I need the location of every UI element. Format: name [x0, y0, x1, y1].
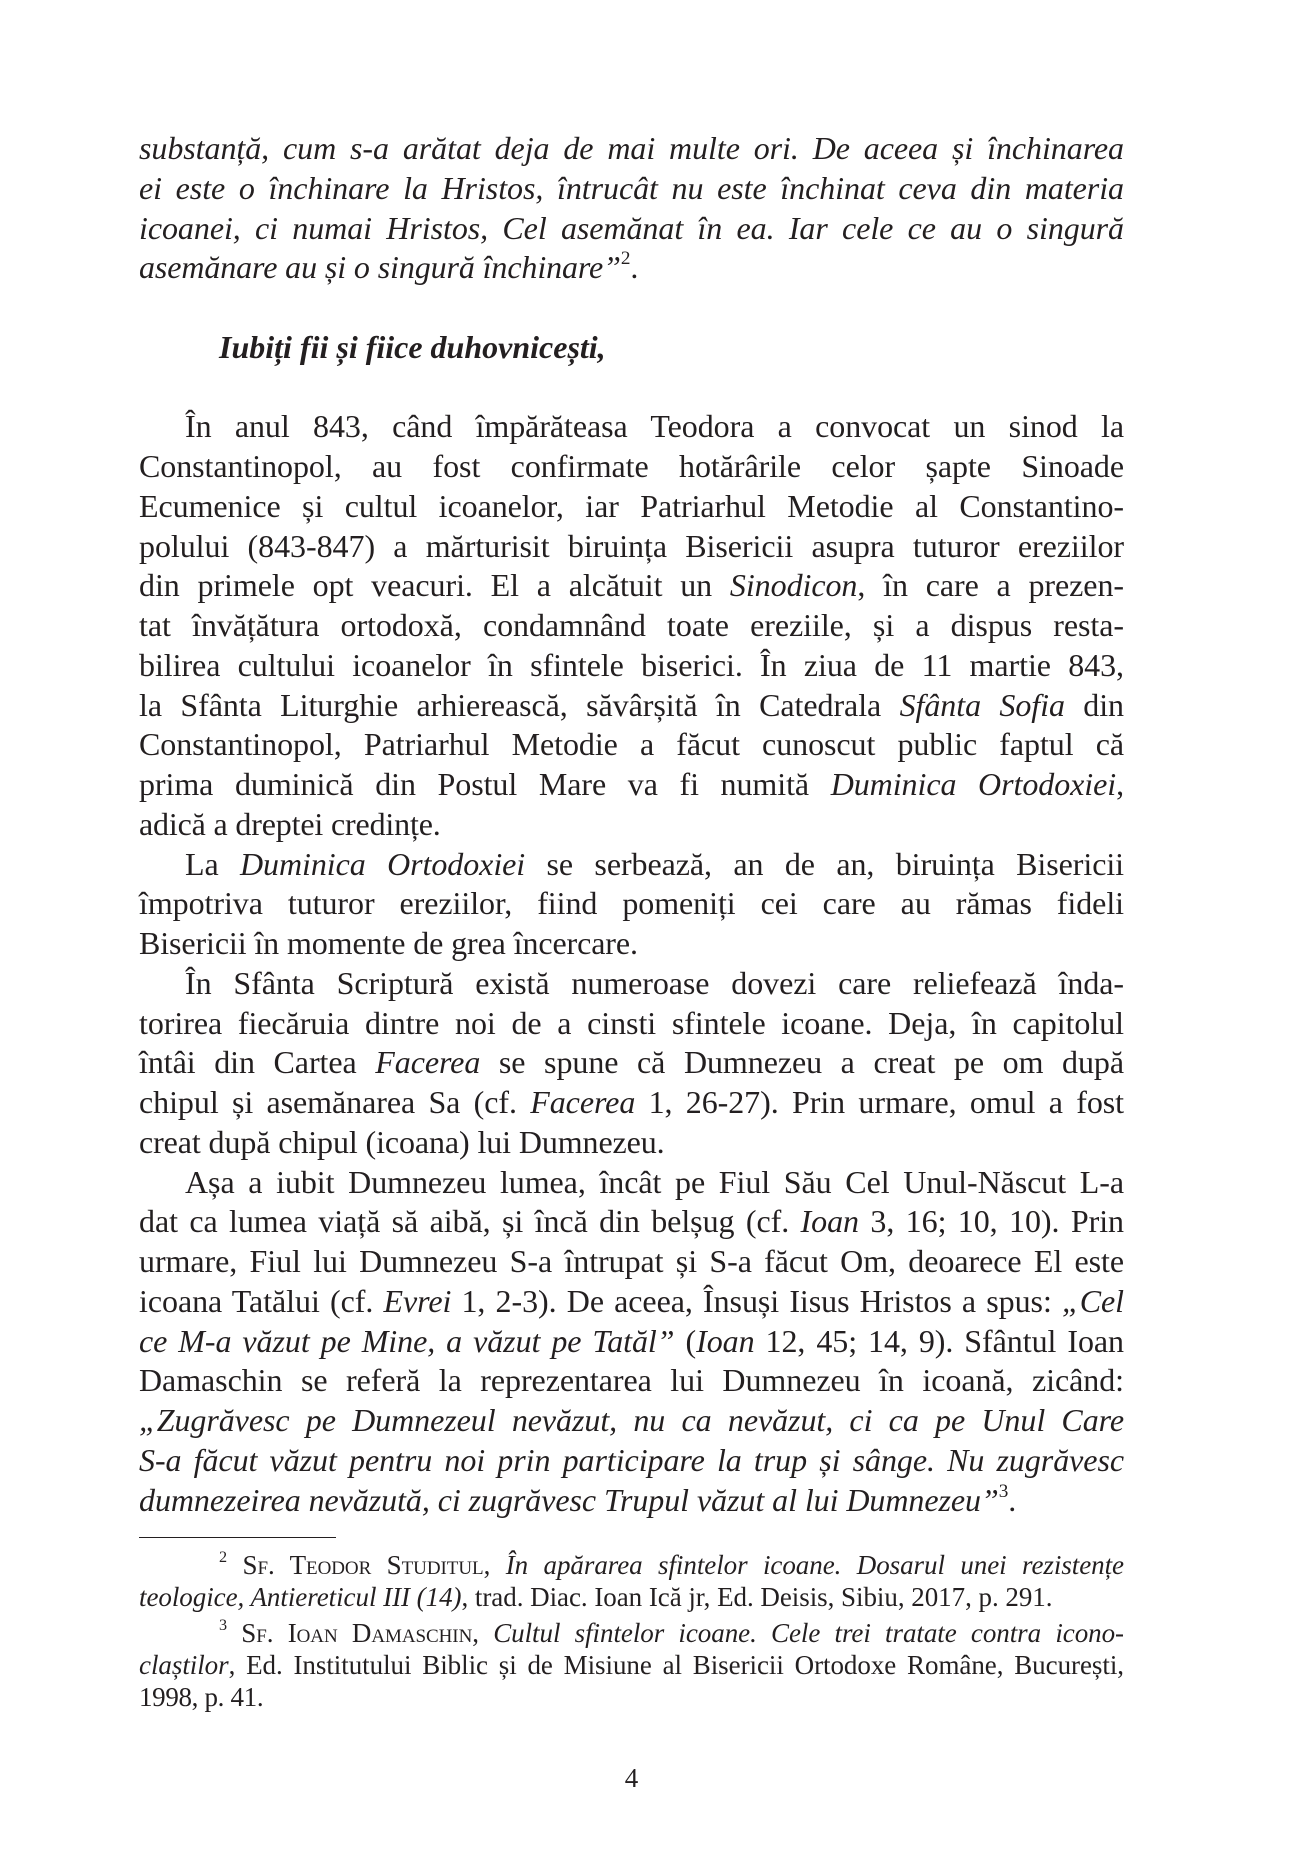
text-run: dat ca lumea viață să aibă, și încă din belșug (cf. — [139, 1203, 801, 1240]
italic-text: Ioan — [696, 1322, 755, 1359]
text-line — [139, 1163, 1124, 1203]
text-run: La — [185, 845, 241, 882]
text-line — [139, 527, 1124, 567]
italic-text: teologice, Antiereticul III (14) — [139, 1582, 462, 1612]
text-line — [139, 964, 1124, 1004]
text-run: . — [630, 249, 639, 286]
page-number: 4 — [624, 1763, 639, 1793]
text-run: din primele opt veacuri. El a alcătuit un — [139, 567, 730, 604]
paragraph — [139, 964, 1124, 1163]
section-heading: Iubiți fii și fiice duhovnicești, — [219, 328, 606, 365]
text-run: 1998, p. 41. — [139, 1682, 264, 1712]
text-run: Bisericii în momente de grea încercare. — [139, 925, 638, 961]
text-line — [139, 1242, 1124, 1282]
text-line — [139, 1083, 1124, 1123]
text-run: adică a dreptei credințe. — [139, 805, 441, 842]
text-line — [139, 1361, 1124, 1401]
text-run: din — [1064, 686, 1124, 723]
text-line — [139, 1617, 1124, 1649]
text-run: torirea fiecăruia dintre noi de a cinsti sfintele icoane. Deja, în capitolul — [139, 1004, 1124, 1041]
text-line — [139, 1649, 1124, 1681]
italic-text: Duminica Ortodoxiei — [240, 845, 526, 882]
paragraph — [139, 845, 1124, 964]
italic-text: asemănare au și o singură închinare” — [139, 249, 621, 286]
text-run: , în care a prezen- — [857, 567, 1124, 604]
text-line — [139, 1401, 1124, 1441]
text-run: ( — [674, 1322, 697, 1359]
text-line — [139, 845, 1124, 885]
main-text — [139, 129, 1124, 1520]
italic-text: Evrei — [383, 1282, 452, 1319]
italic-text: Facerea — [530, 1084, 636, 1120]
italic-text: Sinodicon — [729, 567, 858, 604]
text-run: polului (843-847) a mărturisit biruința Bisericii asupra tuturor ereziilor — [139, 527, 1124, 564]
text-line — [139, 924, 1124, 964]
text-run: , — [1116, 766, 1124, 802]
text-run: Ecumenice și cultul icoanelor, iar Patriarhul Metodie al Constantino- — [139, 487, 1124, 524]
text-line — [139, 1681, 1124, 1713]
footnote — [139, 1549, 1124, 1613]
text-line — [139, 606, 1124, 646]
text-line — [139, 129, 1124, 169]
text-line — [139, 1282, 1124, 1322]
italic-text: claștilor — [139, 1650, 229, 1680]
text-line — [139, 1549, 1124, 1581]
text-line — [139, 765, 1124, 805]
text-line — [139, 805, 1124, 845]
text-run: , — [483, 1550, 506, 1580]
text-run: Așa a iubit Dumnezeu lumea, încât pe Fiul Său Cel Unul-Născut L-a — [185, 1163, 1124, 1200]
text-run: se spune că Dumnezeu a creat pe om după — [480, 1044, 1124, 1081]
text-line — [139, 1202, 1124, 1242]
text-run — [227, 1618, 241, 1648]
text-line — [139, 884, 1124, 924]
text-run: bilirea cultului icoanelor în sfintele biserici. În ziua de 11 martie 843, — [139, 646, 1124, 683]
text-run: la Sfânta Liturghie arhierească, săvârșită în Catedrala — [139, 686, 900, 723]
text-run: În anul 843, când împărăteasa Teodora a convocat un sinod la — [185, 408, 1124, 445]
text-line — [139, 407, 1124, 447]
text-line — [139, 686, 1124, 726]
text-line — [139, 209, 1124, 249]
footnote-reference: 3 — [998, 1480, 1009, 1502]
text-line — [139, 1123, 1124, 1163]
italic-text: S-a făcut văzut pentru noi prin participare la trup și sânge. Nu zugrăvesc — [139, 1441, 1124, 1478]
italic-text: Facerea — [375, 1044, 481, 1081]
text-line — [139, 1441, 1124, 1481]
text-line — [139, 1322, 1124, 1362]
text-run: icoana Tatălui (cf. — [139, 1282, 384, 1319]
quote-continuation — [139, 129, 1124, 288]
text-line — [139, 1481, 1124, 1521]
italic-text: icoanei, ci numai Hristos, Cel asemănat în ea. Iar cele ce au o singură — [139, 209, 1124, 246]
text-run: Constantinopol, au fost confirmate hotărârile celor șapte Sinoade — [139, 448, 1124, 484]
text-line — [139, 725, 1124, 765]
footnote-reference: 2 — [219, 1548, 228, 1567]
text-run: 1, 26-27). Prin urmare, omul a fost — [635, 1084, 1124, 1120]
text-run: 3, 16; 10, 10). Prin — [859, 1203, 1124, 1240]
text-run: Damaschin se referă la reprezentarea lui Dumnezeu în icoană, zicând: — [139, 1362, 1124, 1399]
text-line — [139, 169, 1124, 209]
footnote-separator — [139, 1537, 336, 1538]
footnote-reference: 2 — [620, 248, 631, 270]
paragraph — [139, 1163, 1124, 1521]
text-line — [139, 447, 1124, 487]
text-run: tat învățătura ortodoxă, condamnând toate ereziile, și a dispus resta- — [139, 607, 1124, 643]
author-name: Sf. Teodor Studitul — [242, 1550, 484, 1580]
footnotes — [139, 1549, 1124, 1713]
text-run: În Sfânta Scriptură există numeroase dovezi care reliefează înda- — [185, 964, 1124, 1001]
paragraph — [139, 407, 1124, 844]
text-line — [139, 1004, 1124, 1044]
text-run: . — [1008, 1481, 1017, 1518]
text-run — [227, 1550, 242, 1580]
text-run: întâi din Cartea — [139, 1044, 376, 1081]
text-run: , — [472, 1618, 494, 1648]
italic-text: Ioan — [800, 1203, 859, 1240]
italic-text: ei este o închinare la Hristos, întrucât nu este închinat ceva din materia — [139, 169, 1124, 206]
text-run: , Ed. Institutului Biblic și de Misiune al Bisericii Ortodoxe Române, București, — [228, 1650, 1124, 1680]
author-name: Sf. Ioan Damaschin — [241, 1618, 473, 1648]
text-run: 1, 2-3). De aceea, Însuși Iisus Hristos a spus: — [451, 1282, 1062, 1319]
text-run: 12, 45; 14, 9). Sfântul Ioan — [754, 1322, 1124, 1359]
italic-text: „Zugrăvesc pe Dumnezeul nevăzut, nu ca nevăzut, ci ca pe Unul Care — [139, 1402, 1124, 1438]
text-run: Constantinopol, Patriarhul Metodie a făcut cunoscut public faptul că — [139, 726, 1124, 763]
text-run: chipul și asemănarea Sa (cf. — [139, 1084, 531, 1120]
italic-text: dumnezeirea nevăzută, ci zugrăvesc Trupul văzut al lui Dumnezeu” — [139, 1481, 999, 1518]
text-run: împotriva tuturor ereziilor, fiind pomeniți cei care au rămas fideli — [139, 885, 1124, 922]
text-line — [139, 1043, 1124, 1083]
text-run: prima duminică din Postul Mare va fi numită — [139, 766, 831, 802]
italic-text: Sfânta Sofia — [899, 686, 1065, 723]
footnote — [139, 1617, 1124, 1713]
italic-text: „Cel — [1061, 1282, 1124, 1319]
italic-text: Cultul sfintelor icoane. Cele trei tratate contra icono- — [493, 1618, 1124, 1648]
text-run: urmare, Fiul lui Dumnezeu S-a întrupat și S-a făcut Om, deoarece El este — [139, 1243, 1124, 1279]
text-line — [139, 566, 1124, 606]
footnote-reference: 3 — [219, 1616, 228, 1635]
text-line — [139, 248, 1124, 288]
text-line — [139, 1581, 1124, 1613]
text-line — [139, 487, 1124, 527]
text-run: creat după chipul (icoana) lui Dumnezeu. — [139, 1123, 665, 1160]
text-run: , trad. Diac. Ioan Ică jr, Ed. Deisis, Sibiu, 2017, p. 291. — [461, 1582, 1053, 1612]
italic-text: Duminica Ortodoxiei — [830, 766, 1117, 802]
italic-text: În apărarea sfintelor icoane. Dosarul unei rezistențe — [505, 1550, 1124, 1580]
italic-text: substanță, cum s-a arătat deja de mai multe ori. De aceea și închinarea — [139, 130, 1124, 166]
text-run: se serbează, an de an, biruința Bisericii — [525, 845, 1124, 882]
text-line — [139, 646, 1124, 686]
italic-text: ce M-a văzut pe Mine, a văzut pe Tatăl” — [139, 1322, 675, 1359]
